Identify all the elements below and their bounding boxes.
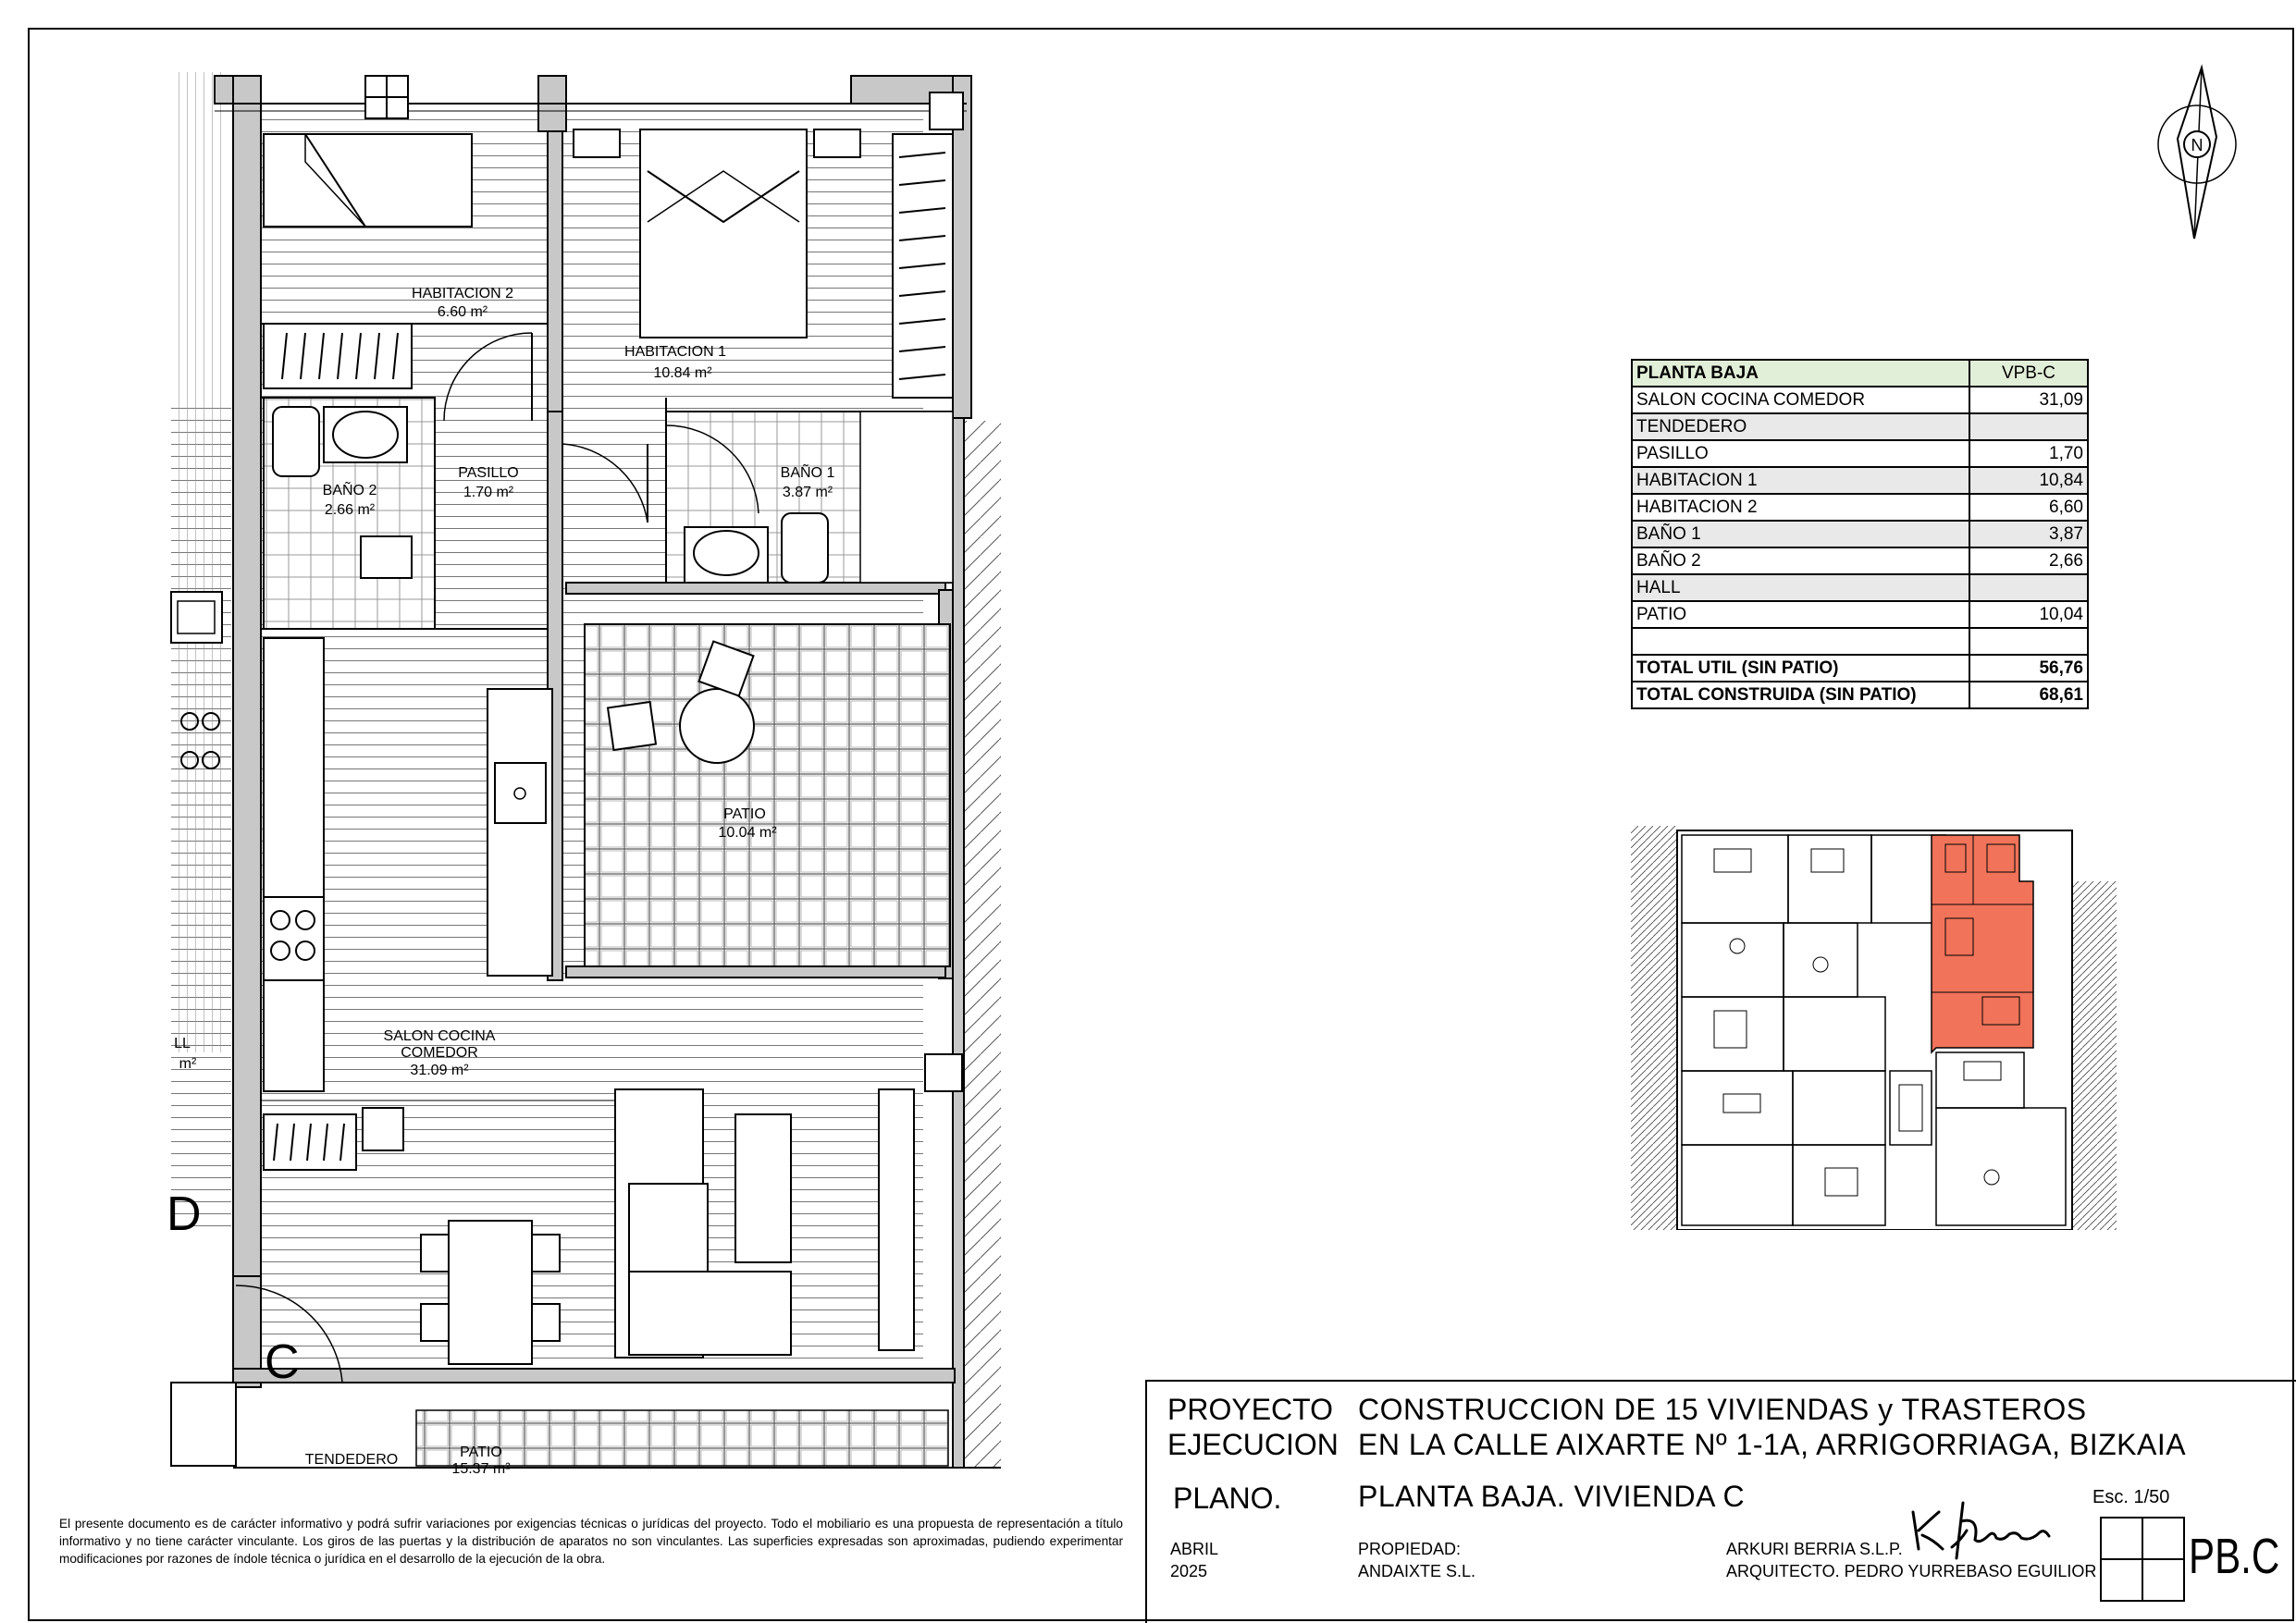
total-value: 56,76 [1969,655,2088,682]
label-habitacion2: HABITACION 2 [412,286,513,301]
row-name: BAÑO 2 [1632,547,1969,574]
row-name: HALL [1632,574,1969,601]
total-value: 68,61 [1969,682,2088,708]
table-total-row [1632,682,2088,708]
table-row [1632,601,2088,628]
table-row [1632,467,2088,494]
sheet-grid-box [2100,1517,2185,1602]
label-bano2: BAÑO 2 [322,483,377,498]
blank-cell [1632,628,1969,655]
plan-title: PLANTA BAJA. VIVIENDA C [1358,1480,1746,1513]
key-plan [1631,826,2117,1230]
area-patio: 10.04 m² [718,825,777,841]
table-header-row [1632,360,2088,387]
table-row-blank [1632,628,2088,655]
row-value: 3,87 [1969,521,2088,547]
row-value: 10,84 [1969,467,2088,494]
table-total-row [1632,655,2088,682]
row-value: 2,66 [1969,547,2088,574]
table-header-name: PLANTA BAJA [1632,360,1969,387]
row-name: PASILLO [1632,440,1969,467]
row-name: PATIO [1632,601,1969,628]
label-tendedero: TENDEDERO [304,1452,399,1468]
label-bano1: BAÑO 1 [780,465,835,481]
row-value: 6,60 [1969,494,2088,521]
table-row [1632,574,2088,601]
row-name: BAÑO 1 [1632,521,1969,547]
sheet-id: PB.C [2189,1529,2280,1584]
table-row [1632,547,2088,574]
owner-name: ANDAIXTE S.L. [1358,1562,1476,1580]
area-hall-partial: m² [179,1056,197,1072]
area-habitacion2: 6.60 m² [437,304,488,320]
total-name: TOTAL UTIL (SIN PATIO) [1632,655,1969,682]
floor-plan [0,0,1156,1480]
unit-letter: C [265,1335,300,1389]
label-plano: PLANO. [1173,1482,1282,1515]
label-patio2: PATIO [460,1445,502,1460]
north-label: N [2191,136,2203,154]
label-patio: PATIO [723,806,766,822]
table-row [1632,494,2088,521]
project-title-line2: EN LA CALLE AIXARTE Nº 1-1A, ARRIGORRIAGA, BIZKAIA [1358,1428,2187,1461]
signature-icon [1906,1494,2054,1563]
table-row [1632,387,2088,413]
label-ejecucion: EJECUCION [1167,1428,1339,1461]
date-month: ABRIL [1170,1540,1219,1558]
area-bano1: 3.87 m² [782,485,833,500]
label-hall-partial: LL [174,1036,191,1051]
scale-label: Esc. 1/50 [2092,1487,2170,1507]
owner-label: PROPIEDAD: [1358,1540,1462,1558]
row-name: HABITACION 1 [1632,467,1969,494]
total-name: TOTAL CONSTRUIDA (SIN PATIO) [1632,682,1969,708]
row-value: 1,70 [1969,440,2088,467]
area-bano2: 2.66 m² [324,502,376,518]
row-name: TENDEDERO [1632,413,1969,440]
label-proyecto: PROYECTO [1167,1393,1333,1426]
area-pasillo: 1.70 m² [463,485,514,500]
architect-name: ARQUITECTO. PEDRO YURREBASO EGUILIOR [1726,1562,2097,1580]
row-value [1969,574,2088,601]
row-value [1969,413,2088,440]
row-value: 31,09 [1969,387,2088,413]
area-patio2: 15.37 m² [451,1461,511,1477]
label-pasillo: PASILLO [458,465,519,481]
row-value: 10,04 [1969,601,2088,628]
disclaimer-text: El presente documento es de carácter informativo y podrá sufrir variaciones por exigencias técnicas o jurídicas del proyecto. Todo el mobiliario es una propuesta de representación a título informativo y no tiene carácter vinculante. Los giros de las puertas y la distribución de aparatos no son vinculantes. Las superficies expresadas son aproximadas, pudiendo experimentar modificaciones por razones de índole técnica o jurídica en el desarrollo de la ejecución de la obra. [59,1517,1123,1566]
unit-letter-cut: D [167,1187,202,1241]
table-row [1632,521,2088,547]
north-arrow-icon [2146,63,2239,240]
label-salon2: COMEDOR [401,1045,478,1061]
table-row [1632,440,2088,467]
row-name: SALON COCINA COMEDOR [1632,387,1969,413]
project-title-line1: CONSTRUCCION DE 15 VIVIENDAS y TRASTEROS [1358,1393,2087,1426]
table-header-value: VPB-C [1969,360,2088,387]
table-row [1632,413,2088,440]
blank-cell [1969,628,2088,655]
area-habitacion1: 10.84 m² [653,365,712,381]
row-name: HABITACION 2 [1632,494,1969,521]
label-salon1: SALON COCINA [383,1028,496,1044]
area-salon: 31.09 m² [410,1063,469,1078]
label-habitacion1: HABITACION 1 [624,344,726,360]
area-table [1631,359,2089,709]
date-year: 2025 [1170,1562,1208,1580]
firm-name: ARKURI BERRIA S.L.P. [1726,1540,1903,1558]
